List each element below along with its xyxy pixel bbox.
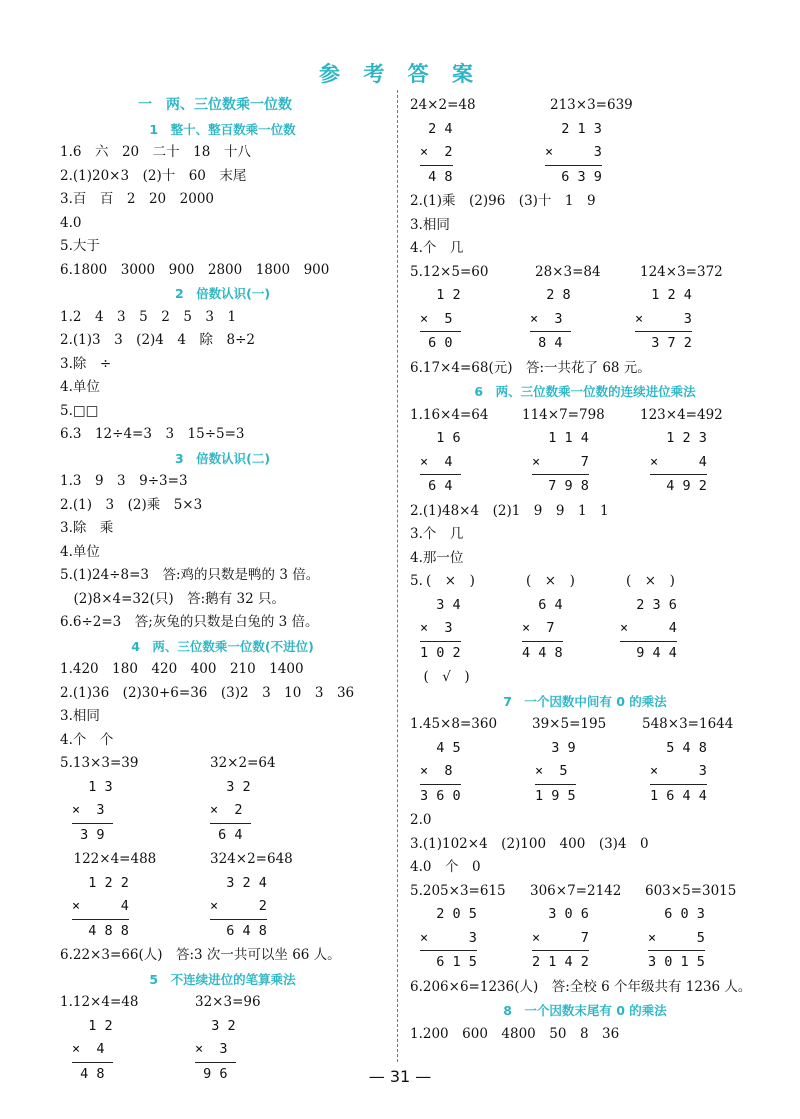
- answer-line: 4.单位: [60, 379, 100, 395]
- product: 3 7 2: [635, 335, 692, 351]
- multiplier: × 3: [420, 620, 453, 636]
- equation: 5.: [410, 573, 423, 589]
- equation-row: [60, 991, 385, 1015]
- vertical-multiplication-row: [410, 903, 760, 976]
- answer-line: 2.(1) 3 (2)乘 5×3: [60, 496, 203, 513]
- product: 7 9 8: [532, 478, 589, 494]
- vertical-multiplication: [420, 427, 461, 499]
- multiplier: × 2: [210, 898, 267, 914]
- answer-line: 6.6÷2=3 答;灰兔的只数是白兔的 3 倍。: [60, 614, 319, 630]
- multiplier: × 3: [545, 144, 602, 160]
- section-heading: 7 一个因数中间有 0 的乘法: [503, 693, 667, 709]
- multiplier: × 2: [210, 802, 243, 818]
- section-heading: 2 倍数认识(一): [174, 286, 271, 301]
- equation: 548×3=1644: [642, 716, 734, 732]
- multiplier: × 8: [420, 763, 453, 779]
- column-divider: [397, 90, 398, 1062]
- multiplier: × 2: [420, 144, 453, 160]
- product: 6 3 9: [545, 168, 602, 185]
- answer-line: 6.17×4=68(元) 答:一共花了 68 元。: [410, 359, 651, 376]
- answer-line: 4.个 个: [60, 731, 114, 748]
- answer-line: 2.(1)乘 (2)96 (3)十 1 9: [410, 193, 596, 209]
- answer-line: 1.6 六 20 二十 18 十八: [60, 144, 251, 160]
- answer-line: 1.3 9 3 9÷3=3: [60, 473, 188, 489]
- answer-line: 4.那一位: [410, 549, 464, 566]
- multiplicand: 1 2: [72, 1017, 113, 1034]
- product: 4 8: [72, 1065, 105, 1082]
- section-heading: 6 两、三位数乘一位数的连续进位乘法: [474, 384, 696, 399]
- answer-line: 2.(1)36 (2)30+6=36 (3)2 3 10 3 36: [60, 684, 355, 701]
- answer-line: 6.206×6=1236(人) 答:全校 6 个年级共有 1236 人。: [410, 978, 752, 995]
- equation-row: [410, 94, 760, 118]
- multiplicand: 2 0 5: [420, 906, 477, 922]
- section-heading: 一 两、三位数乘一位数: [138, 97, 292, 113]
- answer-line: 2.(1)3 3 (2)4 4 除 8÷2: [60, 332, 255, 348]
- equation: 306×7=2142: [530, 882, 622, 899]
- vertical-multiplication: [532, 903, 589, 975]
- answer-line: 3.相同: [410, 216, 450, 233]
- answer-line: 1.420 180 420 400 210 1400: [60, 661, 304, 677]
- equation-row: [410, 404, 760, 428]
- multiplier: × 3: [72, 802, 105, 818]
- multiplicand: 3 4: [420, 596, 461, 613]
- equation: 5.12×5=60: [410, 263, 489, 280]
- product: 4 4 8: [522, 644, 563, 661]
- multiplicand: 1 2 2: [72, 874, 129, 891]
- product: 9 4 4: [620, 644, 677, 661]
- vertical-multiplication: [72, 776, 113, 848]
- page-title: 参 考 答 案: [319, 62, 481, 86]
- multiplier: × 4: [72, 898, 129, 914]
- answer-line: 5.(1)24÷8=3 答:鸡的只数是鸭的 3 倍。: [60, 567, 320, 583]
- equation: 324×2=648: [210, 851, 293, 867]
- multiplier: × 7: [532, 453, 589, 470]
- multiplier: × 7: [532, 929, 589, 946]
- vertical-multiplication: [545, 118, 602, 190]
- equation-row: [60, 848, 385, 872]
- equation-row: [410, 713, 760, 737]
- equation-row: [60, 752, 385, 776]
- multiplicand: 1 6: [420, 430, 461, 446]
- section-heading: 5 不连续进位的笔算乘法: [149, 971, 296, 987]
- equation: 5.205×3=615: [410, 882, 506, 899]
- equation: 39×5=195: [532, 716, 607, 732]
- product: 6 4 8: [210, 922, 267, 939]
- multiplier: × 4: [650, 453, 707, 470]
- answer-line: 4.单位: [60, 543, 100, 560]
- answer-line: 4.个 几: [410, 240, 464, 256]
- answer-line: 1.200 600 4800 50 8 36: [410, 1025, 620, 1042]
- multiplicand: 3 0 6: [532, 906, 589, 922]
- vertical-multiplication: [420, 594, 461, 666]
- answer-line: 5.□□: [60, 402, 99, 419]
- multiplicand: 2 8: [530, 287, 571, 303]
- multiplier: × 3: [635, 310, 692, 327]
- multiplier: × 5: [535, 763, 568, 779]
- multiplier: × 7: [522, 620, 555, 636]
- vertical-multiplication: [522, 594, 563, 666]
- product: 1 9 5: [535, 787, 576, 804]
- answer-line: 4.0: [60, 214, 82, 231]
- multiplicand: 3 2: [210, 778, 251, 795]
- product: 9 6: [195, 1065, 228, 1082]
- vertical-multiplication: [420, 903, 477, 975]
- vertical-multiplication: [532, 427, 589, 499]
- vertical-multiplication-row: [410, 284, 760, 357]
- vertical-multiplication: [210, 872, 267, 944]
- multiplier: × 3: [650, 763, 707, 779]
- answer-line: 5.大于: [60, 238, 100, 254]
- answer-line: 3.除 ÷: [60, 355, 112, 372]
- answer-line: 6.22×3=66(人) 答:3 次一共可以坐 66 人。: [60, 947, 341, 963]
- multiplicand: 2 1 3: [545, 120, 602, 137]
- equation: 1.12×4=48: [60, 994, 139, 1010]
- multiplier: × 3: [420, 929, 477, 946]
- answer-line: (2)8×4=32(只) 答:鹅有 32 只。: [60, 590, 285, 607]
- product: 3 9: [72, 826, 105, 843]
- vertical-multiplication: [650, 737, 707, 809]
- product: 8 4: [530, 335, 563, 351]
- answer-line: 2.(1)20×3 (2)十 60 末尾: [60, 167, 247, 184]
- equation-row: [410, 570, 760, 594]
- multiplicand: 1 2 4: [635, 287, 692, 303]
- left-column: [60, 94, 385, 1087]
- answer-line: 2.0: [410, 812, 432, 828]
- equation: 124×3=372: [640, 263, 723, 280]
- answer-line: 6.1800 3000 900 2800 1800 900: [60, 261, 330, 278]
- vertical-multiplication-row: [410, 594, 760, 667]
- equation: 32×3=96: [195, 994, 261, 1010]
- product: 1 6 4 4: [650, 787, 707, 804]
- section-heading: 3 倍数认识(二): [174, 450, 271, 466]
- multiplicand: 3 9: [535, 739, 576, 756]
- equation: 123×4=492: [640, 406, 723, 423]
- product: 4 8 8: [72, 922, 129, 939]
- product: 4 8: [420, 168, 453, 185]
- multiplicand: 1 3: [72, 778, 113, 795]
- page-number: — 31 —: [368, 1067, 432, 1086]
- section-heading: 8 一个因数末尾有 0 的乘法: [503, 1003, 667, 1018]
- multiplier: × 4: [72, 1041, 105, 1057]
- equation: 213×3=639: [550, 97, 633, 113]
- answer-line: 3.个 几: [410, 526, 464, 542]
- product: 1 0 2: [420, 644, 461, 661]
- vertical-multiplication: [420, 284, 461, 356]
- vertical-multiplication-row: [60, 776, 385, 849]
- equation: 28×3=84: [535, 263, 601, 280]
- multiplier: × 5: [420, 310, 453, 327]
- product: 2 1 4 2: [532, 954, 589, 970]
- vertical-multiplication: [535, 737, 576, 809]
- vertical-multiplication-row: [410, 737, 760, 810]
- vertical-multiplication: [635, 284, 692, 356]
- equation-row: [410, 880, 760, 904]
- answer-line: 1.2 4 3 5 2 5 3 1: [60, 308, 237, 325]
- multiplier: × 4: [420, 453, 453, 470]
- vertical-multiplication: [530, 284, 571, 356]
- product: 6 1 5: [420, 954, 477, 970]
- product: 6 0: [420, 335, 453, 351]
- multiplicand: 3 2: [195, 1017, 236, 1034]
- answer-line: 3.除 乘: [60, 520, 114, 536]
- equation: 603×5=3015: [645, 882, 737, 899]
- vertical-multiplication-row: [60, 872, 385, 945]
- equation: ( × ): [626, 573, 675, 589]
- product: 6 4: [210, 826, 243, 843]
- multiplicand: 6 4: [522, 596, 563, 613]
- product: 3 6 0: [420, 787, 461, 804]
- answer-line: 6.3 12÷4=3 3 15÷5=3: [60, 426, 245, 442]
- equation-row: [410, 261, 760, 285]
- right-column: [410, 94, 760, 1046]
- answer-line: 4.0 个 0: [410, 859, 481, 875]
- multiplier: × 3: [195, 1041, 228, 1057]
- vertical-multiplication: [210, 776, 251, 848]
- multiplicand: 1 2: [420, 287, 461, 303]
- section-heading: 1 整十、整百数乘一位数: [149, 121, 296, 137]
- equation: 114×7=798: [522, 406, 605, 423]
- multiplicand: 3 2 4: [210, 874, 267, 891]
- vertical-multiplication: [420, 737, 461, 809]
- multiplicand: 2 4: [420, 120, 453, 137]
- equation: 1.16×4=64: [410, 406, 489, 423]
- equation: 122×4=488: [60, 851, 157, 867]
- multiplicand: 5 4 8: [650, 739, 707, 756]
- vertical-multiplication: [620, 594, 677, 666]
- answer-line: 3.相同: [60, 708, 100, 724]
- multiplicand: 1 1 4: [532, 430, 589, 446]
- product: 6 4: [420, 478, 453, 494]
- vertical-multiplication: [650, 427, 707, 499]
- multiplicand: 1 2 3: [650, 430, 707, 446]
- section-heading: 4 两、三位数乘一位数(不进位): [131, 638, 314, 654]
- answer-line: 2.(1)48×4 (2)1 9 9 1 1: [410, 502, 609, 519]
- equation: 5.13×3=39: [60, 755, 139, 771]
- multiplicand: 6 0 3: [648, 906, 705, 922]
- answer-line: 3.百 百 2 20 2000: [60, 191, 215, 207]
- equation: 32×2=64: [210, 755, 276, 771]
- equation: 1.45×8=360: [410, 716, 498, 732]
- vertical-multiplication-row: [410, 427, 760, 500]
- product: 3 0 1 5: [648, 954, 705, 970]
- multiplier: × 3: [530, 310, 563, 327]
- answer-line: 3.(1)102×4 (2)100 400 (3)4 0: [410, 835, 649, 852]
- multiplicand: 2 3 6: [620, 596, 677, 613]
- equation: 24×2=48: [410, 97, 476, 113]
- vertical-multiplication: [648, 903, 705, 975]
- multiplier: × 5: [648, 929, 705, 946]
- vertical-multiplication: [72, 872, 129, 944]
- multiplier: × 4: [620, 620, 677, 636]
- equation: ( × ): [426, 573, 475, 589]
- vertical-multiplication: [420, 118, 453, 190]
- answer-line: ( √ ): [410, 669, 470, 685]
- vertical-multiplication-row: [410, 118, 760, 191]
- equation: ( × ): [526, 573, 575, 589]
- multiplicand: 4 5: [420, 739, 461, 756]
- product: 4 9 2: [650, 478, 707, 494]
